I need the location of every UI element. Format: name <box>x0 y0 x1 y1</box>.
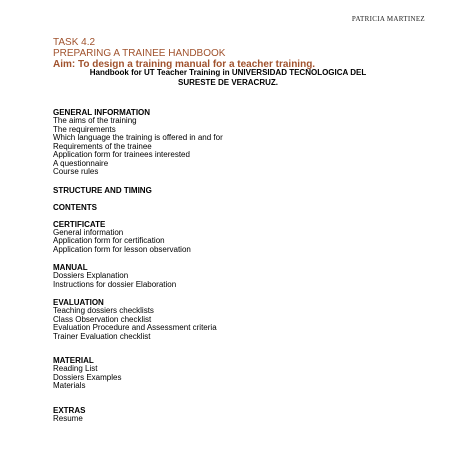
list-item: Materials <box>53 381 86 390</box>
list-item: Application form for lesson observation <box>53 244 191 254</box>
task-aim: Aim: To design a training manual for a teacher training. <box>53 59 316 70</box>
section-heading: MANUAL <box>53 263 88 272</box>
task-title: PREPARING A TRAINEE HANDBOOK <box>53 48 226 59</box>
task-block <box>53 37 393 70</box>
list-item: Teaching dossiers checklists <box>53 306 154 315</box>
handbook-outline <box>53 108 413 423</box>
section-manual <box>53 263 413 289</box>
list-item: The requirements <box>53 124 116 134</box>
list-item: Dossiers Explanation <box>53 271 129 280</box>
list-item: Course rules <box>53 167 99 176</box>
list-item: Instructions for dossier Elaboration <box>53 279 177 289</box>
list-item: A questionnaire <box>53 158 109 168</box>
section-heading: EVALUATION <box>53 298 104 307</box>
handbook-title-line: SURESTE DE VERACRUZ. <box>177 78 278 87</box>
handbook-title-line: Handbook for UT Teacher Training in UNIVERSIDAD TECNOLOGICA DEL <box>89 68 367 77</box>
list-item: Class Observation checklist <box>53 314 152 324</box>
section-heading: GENERAL INFORMATION <box>53 108 151 117</box>
list-item: Application form for certification <box>53 236 165 245</box>
list-item: General information <box>53 227 124 237</box>
section-general-information <box>53 108 413 177</box>
section-heading: MATERIAL <box>53 356 94 365</box>
section-heading: CONTENTS <box>53 202 97 212</box>
list-item: Trainer Evaluation checklist <box>53 331 151 341</box>
section-evaluation <box>53 298 413 341</box>
handbook-title <box>53 68 403 88</box>
section-heading: EXTRAS <box>53 405 86 415</box>
list-item: Application form for trainees interested <box>53 150 190 159</box>
section-contents <box>53 203 413 212</box>
list-item: The aims of the training <box>53 116 137 125</box>
list-item: Which language the training is offered in and for <box>53 133 223 142</box>
section-certificate <box>53 220 413 255</box>
list-item: Requirements of the trainee <box>53 141 152 151</box>
list-item: Resume <box>53 413 83 423</box>
section-heading: CERTIFICATE <box>53 219 106 229</box>
section-extras <box>53 406 413 424</box>
section-material <box>53 356 413 391</box>
section-structure-and-timing <box>53 186 413 195</box>
list-item: Reading List <box>53 364 98 373</box>
list-item: Dossiers Examples <box>53 372 122 382</box>
author-name: PATRICIA MARTINEZ <box>351 15 425 23</box>
list-item: Evaluation Procedure and Assessment criteria <box>53 323 217 332</box>
section-heading: STRUCTURE AND TIMING <box>53 185 152 195</box>
task-number: TASK 4.2 <box>53 37 96 48</box>
